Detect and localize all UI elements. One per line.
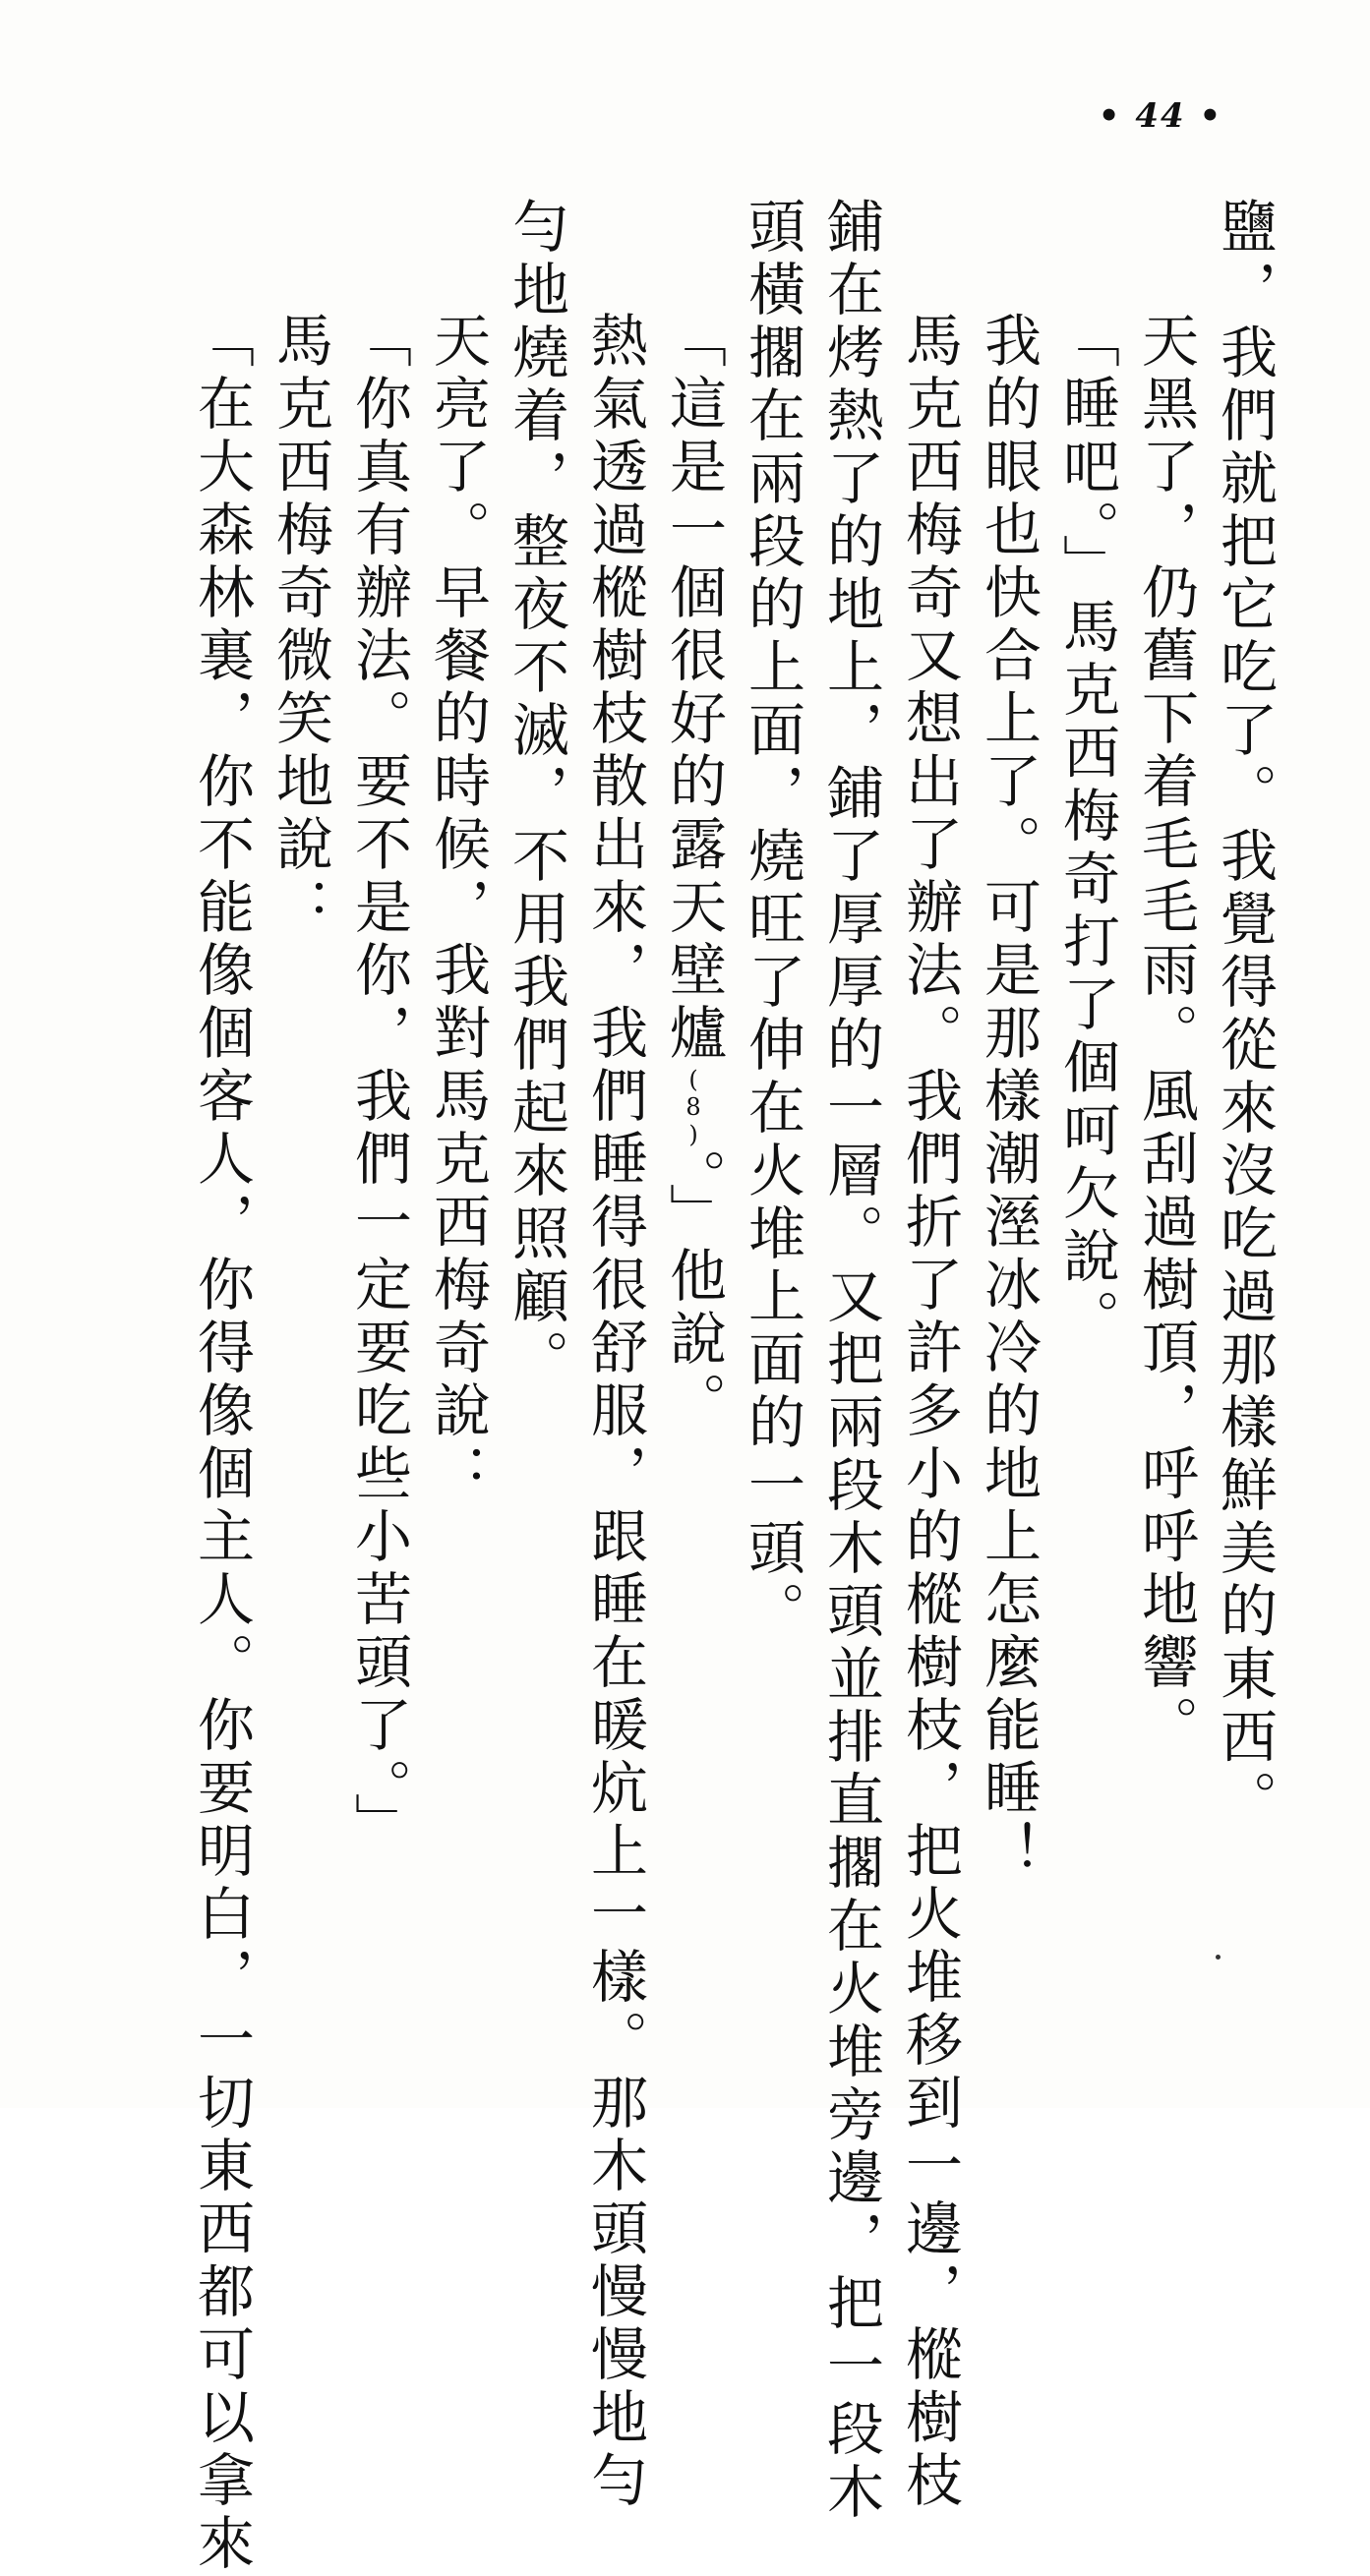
text-column-12: 「你真有辦法。要不是你，我們一定要吃些小苦頭了。」 — [345, 311, 412, 1855]
text-column-8-part-1: 「這是一個很好的露天壁爐 — [660, 311, 727, 1066]
text-column-13: 馬克西梅奇微笑地說： — [267, 311, 333, 940]
text-column-14: 「在大森林裏，你不能像個客人，你得像個主人。你要明白，一切東西都可以拿來 — [188, 311, 255, 2576]
text-column-8 — [654, 197, 733, 1986]
ink-speck — [1216, 1955, 1221, 1960]
footnote-marker: (8) — [680, 1066, 707, 1148]
text-column-2: 天黑了，仍舊下着毛毛雨。風刮過樹頂，呼呼地響。 — [1132, 311, 1199, 1758]
page-number: • 44 • — [1098, 96, 1223, 136]
text-column-3: 「睡吧。」馬克西梅奇打了個呵欠說。 — [1053, 311, 1120, 1352]
text-column-8-part-2: 。」他說。 — [660, 1148, 727, 1434]
vertical-text-body — [182, 197, 1283, 2576]
text-column-5: 馬克西梅奇又想出了辦法。我們折了許多小的樅樹枝，把火堆移到一邊，樅樹枝 — [896, 311, 963, 2513]
text-column-10: 勻地燒着，整夜不滅，不用我們起來照顧。 — [503, 197, 569, 1392]
text-column-11: 天亮了。早餐的時候，我對馬克西梅奇說： — [424, 311, 491, 1506]
text-column-4: 我的眼也快合上了。可是那樣潮溼冰冷的地上怎麼能睡！ — [975, 311, 1042, 1884]
text-column-9: 熱氣透過樅樹枝散出來，我們睡得很舒服，跟睡在暖炕上一樣。那木頭慢慢地勻 — [581, 311, 648, 2513]
text-column-6: 鋪在烤熱了的地上，鋪了厚厚的一層。又把兩段木頭並排直擱在火堆旁邊，把一段木 — [817, 197, 884, 2525]
text-column-7: 頭橫擱在兩段的上面，燒旺了伸在火堆上面的一頭。 — [739, 197, 805, 1644]
text-column-1: 鹽，我們就把它吃了。我覺得從來沒吃過那樣鮮美的東西。 — [1211, 197, 1278, 1833]
